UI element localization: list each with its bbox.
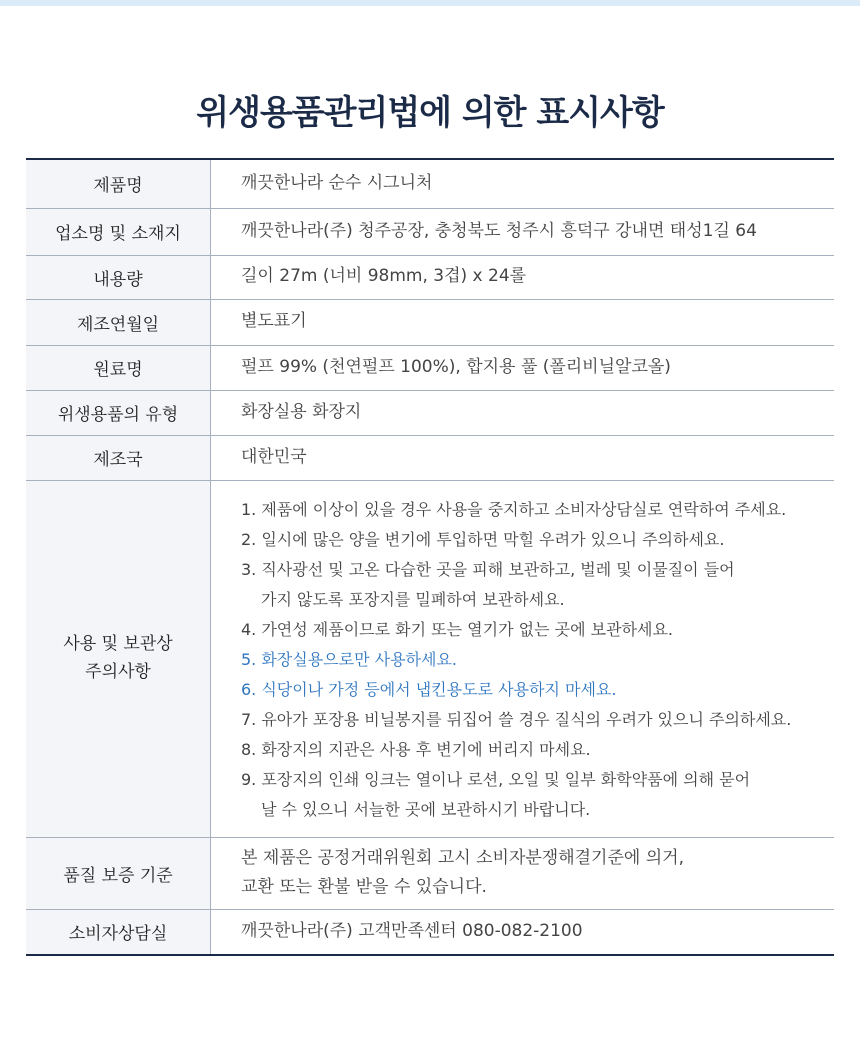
row-value: 화장실용 화장지 [211,390,835,435]
list-item: 7. 유아가 포장용 비닐봉지를 뒤집어 쓸 경우 질식의 우려가 있으니 주의하세요. [241,709,792,729]
table-row [26,909,834,955]
table-row [26,208,834,255]
table-row [26,837,834,909]
row-label: 제품명 [26,159,211,208]
caution-list-cell [211,480,835,837]
list-item: 3. 직사광선 및 고온 다습한 곳을 피해 보관하고, 벌레 및 이물질이 들어가지 않도록 포장지를 밀폐하여 보관하세요. [241,559,735,609]
row-label: 업소명 및 소재지 [26,208,211,255]
list-item: 4. 가연성 제품이므로 화기 또는 열기가 없는 곳에 보관하세요. [241,619,673,639]
row-value: 깨끗한나라(주) 청주공장, 충청북도 청주시 흥덕구 강내면 태성1길 64 [211,208,835,255]
row-value: 펄프 99% (천연펄프 100%), 합지용 풀 (폴리비닐알코올) [211,345,835,390]
caution-label-line1: 사용 및 보관상 [63,634,173,655]
table-row [26,299,834,345]
row-label: 원료명 [26,345,211,390]
row-label: 제조연월일 [26,299,211,345]
table-row [26,390,834,435]
row-value: 길이 27m (너비 98mm, 3겹) x 24롤 [211,255,835,299]
quality-value [211,837,835,909]
row-value: 별도표기 [211,299,835,345]
row-value: 대한민국 [211,435,835,480]
list-item: 1. 제품에 이상이 있을 경우 사용을 중지하고 소비자상담실로 연락하여 주세요. [241,499,787,519]
quality-line1: 본 제품은 공정거래위원회 고시 소비자분쟁해결기준에 의거, [241,848,684,868]
row-label: 내용량 [26,255,211,299]
table-row [26,345,834,390]
top-band [0,0,860,6]
row-label-caution [26,480,211,837]
row-label: 제조국 [26,435,211,480]
quality-line2: 교환 또는 환불 받을 수 있습니다. [241,877,487,897]
row-label: 위생용품의 유형 [26,390,211,435]
table-row [26,480,834,837]
table-row [26,159,834,208]
caution-label-line2: 주의사항 [85,661,151,682]
list-item: 8. 화장지의 지관은 사용 후 변기에 버리지 마세요. [241,739,591,759]
caution-list [241,481,834,837]
page-title: 위생용품관리법에 의한 표시사항 [196,93,664,133]
list-item-highlight: 5. 화장실용으로만 사용하세요. [241,649,457,669]
table-row [26,435,834,480]
list-item: 9. 포장지의 인쇄 잉크는 열이나 로션, 오일 및 일부 화학약품에 의해 묻어날 수 있으니 서늘한 곳에 보관하시기 바랍니다. [241,769,751,819]
row-value: 깨끗한나라 순수 시그니처 [211,159,835,208]
table-row [26,255,834,299]
list-item-highlight: 6. 식당이나 가정 등에서 냅킨용도로 사용하지 마세요. [241,679,617,699]
row-label: 소비자상담실 [26,909,211,955]
consumer-value: 깨끗한나라(주) 고객만족센터 080-082-2100 [241,920,583,941]
list-item: 2. 일시에 많은 양을 변기에 투입하면 막힐 우려가 있으니 주의하세요. [241,529,725,549]
row-label: 품질 보증 기준 [26,837,211,909]
info-table [26,158,834,956]
